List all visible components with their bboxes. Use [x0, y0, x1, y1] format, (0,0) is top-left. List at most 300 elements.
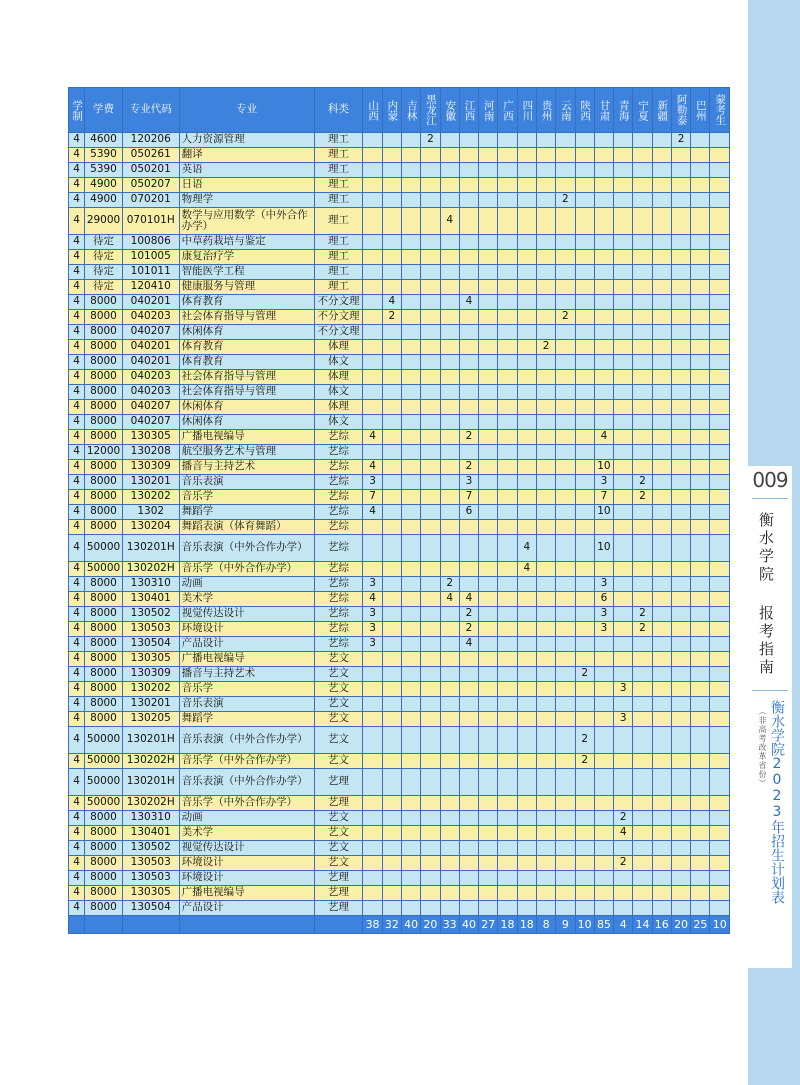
quota-cell [421, 577, 440, 592]
quota-cell [633, 235, 652, 250]
quota-cell [614, 505, 633, 520]
quota-cell [710, 400, 730, 415]
quota-cell [614, 769, 633, 796]
quota-cell [363, 901, 382, 916]
quota-cell [401, 667, 420, 682]
quota-cell [363, 415, 382, 430]
quota-cell [671, 562, 690, 577]
quota-cell [536, 520, 555, 535]
major-cell: 广播电视编导 [179, 652, 314, 667]
quota-cell [479, 265, 498, 280]
quota-cell [517, 727, 536, 754]
fee-cell: 8000 [85, 886, 123, 901]
quota-cell [440, 682, 459, 697]
quota-cell [671, 535, 690, 562]
quota-cell [556, 592, 575, 607]
quota-cell [652, 208, 671, 235]
quota-cell [710, 505, 730, 520]
quota-cell [421, 148, 440, 163]
quota-cell [633, 886, 652, 901]
quota-cell [382, 475, 401, 490]
quota-cell [594, 841, 613, 856]
quota-cell [401, 622, 420, 637]
major-cell: 舞蹈表演（体育舞蹈） [179, 520, 314, 535]
quota-cell [633, 310, 652, 325]
quota-cell [479, 445, 498, 460]
major-cell: 航空服务艺术与管理 [179, 445, 314, 460]
quota-cell [536, 592, 555, 607]
quota-cell [479, 355, 498, 370]
quota-cell [421, 400, 440, 415]
quota-cell [671, 811, 690, 826]
quota-cell [498, 325, 517, 340]
quota-cell [536, 796, 555, 811]
quota-cell [691, 652, 710, 667]
quota-cell [594, 811, 613, 826]
quota-cell [517, 415, 536, 430]
quota-cell: 2 [614, 811, 633, 826]
quota-cell: 2 [536, 340, 555, 355]
header-cell: 科类 [314, 88, 363, 133]
quota-cell [363, 841, 382, 856]
quota-cell [498, 826, 517, 841]
quota-cell [363, 712, 382, 727]
quota-cell [633, 415, 652, 430]
quota-cell [382, 712, 401, 727]
fee-cell: 8000 [85, 475, 123, 490]
quota-cell [556, 280, 575, 295]
quota-cell [498, 856, 517, 871]
quota-cell [691, 208, 710, 235]
quota-cell [614, 310, 633, 325]
major-cell: 康复治疗学 [179, 250, 314, 265]
category-cell: 艺理 [314, 871, 363, 886]
table-row [69, 901, 730, 916]
quota-cell [536, 811, 555, 826]
quota-cell [498, 370, 517, 385]
quota-cell [382, 208, 401, 235]
quota-cell [517, 148, 536, 163]
quota-cell [671, 235, 690, 250]
quota-cell [671, 400, 690, 415]
quota-cell [556, 637, 575, 652]
quota-cell [594, 178, 613, 193]
duration-cell: 4 [69, 295, 85, 310]
category-cell: 理工 [314, 208, 363, 235]
total-cell: 27 [479, 916, 498, 934]
total-cell: 20 [421, 916, 440, 934]
quota-cell [710, 370, 730, 385]
quota-cell [652, 727, 671, 754]
table-row [69, 250, 730, 265]
province-header: 巴州 [691, 88, 710, 133]
duration-cell: 4 [69, 682, 85, 697]
quota-cell [363, 652, 382, 667]
quota-cell [459, 577, 478, 592]
major-cell: 日语 [179, 178, 314, 193]
major-cell: 美术学 [179, 592, 314, 607]
major-cell: 体育教育 [179, 295, 314, 310]
fee-cell: 待定 [85, 235, 123, 250]
quota-cell [440, 178, 459, 193]
fee-cell: 50000 [85, 769, 123, 796]
quota-cell [671, 148, 690, 163]
quota-cell [421, 886, 440, 901]
totals-row [69, 916, 730, 934]
quota-cell [671, 712, 690, 727]
quota-cell: 7 [363, 490, 382, 505]
quota-cell [652, 697, 671, 712]
code-cell: 130502 [122, 607, 179, 622]
code-cell: 130204 [122, 520, 179, 535]
quota-cell [517, 712, 536, 727]
quota-cell [498, 415, 517, 430]
quota-cell [614, 280, 633, 295]
quota-cell [517, 355, 536, 370]
quota-cell [440, 652, 459, 667]
quota-cell [459, 415, 478, 430]
quota-cell [479, 340, 498, 355]
quota-cell [652, 826, 671, 841]
quota-cell [421, 460, 440, 475]
quota-cell [671, 592, 690, 607]
quota-cell [498, 430, 517, 445]
quota-cell [575, 355, 594, 370]
quota-cell [556, 826, 575, 841]
quota-cell [382, 163, 401, 178]
province-header: 内蒙 [382, 88, 401, 133]
quota-cell [421, 250, 440, 265]
quota-cell [479, 178, 498, 193]
category-cell: 艺综 [314, 475, 363, 490]
duration-cell: 4 [69, 265, 85, 280]
quota-cell [575, 148, 594, 163]
quota-cell [691, 490, 710, 505]
quota-cell [498, 178, 517, 193]
quota-cell [459, 163, 478, 178]
quota-cell [440, 637, 459, 652]
quota-cell [517, 652, 536, 667]
fee-cell: 8000 [85, 841, 123, 856]
quota-cell [710, 841, 730, 856]
province-header: 四川 [517, 88, 536, 133]
fee-cell: 8000 [85, 667, 123, 682]
quota-cell [536, 607, 555, 622]
major-cell: 智能医学工程 [179, 265, 314, 280]
quota-cell [652, 250, 671, 265]
quota-cell [401, 208, 420, 235]
quota-cell [614, 901, 633, 916]
code-cell: 130201 [122, 475, 179, 490]
quota-cell [421, 712, 440, 727]
duration-cell: 4 [69, 520, 85, 535]
quota-cell [633, 355, 652, 370]
quota-cell [440, 520, 459, 535]
quota-cell [498, 280, 517, 295]
quota-cell [401, 490, 420, 505]
quota-cell [710, 340, 730, 355]
total-cell: 10 [710, 916, 730, 934]
quota-cell: 3 [363, 577, 382, 592]
quota-cell [517, 325, 536, 340]
quota-cell [614, 886, 633, 901]
quota-cell [479, 475, 498, 490]
quota-cell [536, 841, 555, 856]
quota-cell [459, 325, 478, 340]
quota-cell [517, 592, 536, 607]
quota-cell [594, 295, 613, 310]
category-cell: 艺综 [314, 490, 363, 505]
quota-cell: 2 [421, 133, 440, 148]
table-row [69, 415, 730, 430]
quota-cell [440, 607, 459, 622]
plan-note: （非高考改革省份） [758, 707, 767, 788]
quota-cell [671, 607, 690, 622]
quota-cell [536, 280, 555, 295]
quota-cell [479, 607, 498, 622]
quota-cell [421, 856, 440, 871]
quota-cell [363, 193, 382, 208]
fee-cell: 8000 [85, 577, 123, 592]
quota-cell [614, 592, 633, 607]
quota-cell [614, 178, 633, 193]
quota-cell [517, 901, 536, 916]
quota-cell [498, 475, 517, 490]
quota-cell [517, 520, 536, 535]
category-cell: 艺综 [314, 607, 363, 622]
quota-cell [652, 871, 671, 886]
code-cell: 040207 [122, 325, 179, 340]
quota-cell [363, 535, 382, 562]
quota-cell [536, 148, 555, 163]
category-cell: 艺文 [314, 811, 363, 826]
fee-cell: 8000 [85, 607, 123, 622]
quota-cell [575, 193, 594, 208]
quota-cell [517, 856, 536, 871]
major-cell: 广播电视编导 [179, 430, 314, 445]
total-cell: 25 [691, 916, 710, 934]
quota-cell: 2 [459, 622, 478, 637]
quota-cell [575, 280, 594, 295]
code-cell: 040207 [122, 400, 179, 415]
duration-cell: 4 [69, 796, 85, 811]
quota-cell [710, 754, 730, 769]
major-cell: 音乐学（中外合作办学） [179, 796, 314, 811]
quota-cell [363, 667, 382, 682]
quota-cell [594, 280, 613, 295]
quota-cell [633, 796, 652, 811]
code-cell: 130202 [122, 682, 179, 697]
quota-cell [498, 871, 517, 886]
quota-cell [459, 133, 478, 148]
quota-cell [536, 460, 555, 475]
quota-cell: 2 [633, 475, 652, 490]
quota-cell [575, 415, 594, 430]
quota-cell [652, 637, 671, 652]
quota-cell [498, 208, 517, 235]
quota-cell [479, 697, 498, 712]
quota-cell [671, 163, 690, 178]
quota-cell [382, 400, 401, 415]
quota-cell [459, 697, 478, 712]
quota-cell [536, 325, 555, 340]
quota-cell [710, 163, 730, 178]
quota-cell [691, 682, 710, 697]
major-cell: 播音与主持艺术 [179, 667, 314, 682]
category-cell: 艺综 [314, 577, 363, 592]
quota-cell [421, 769, 440, 796]
category-cell: 艺理 [314, 796, 363, 811]
quota-cell [633, 340, 652, 355]
category-cell: 艺综 [314, 622, 363, 637]
fee-cell: 8000 [85, 325, 123, 340]
code-cell: 130201H [122, 727, 179, 754]
category-cell: 艺文 [314, 712, 363, 727]
quota-cell [575, 577, 594, 592]
quota-cell [401, 505, 420, 520]
quota-cell: 4 [363, 505, 382, 520]
quota-cell [556, 325, 575, 340]
quota-cell [382, 727, 401, 754]
quota-cell [459, 535, 478, 562]
quota-cell: 6 [459, 505, 478, 520]
quota-cell [652, 295, 671, 310]
quota-cell [401, 901, 420, 916]
table-row [69, 796, 730, 811]
table-row [69, 340, 730, 355]
quota-cell [363, 325, 382, 340]
quota-cell [594, 652, 613, 667]
quota-cell [459, 811, 478, 826]
duration-cell: 4 [69, 754, 85, 769]
quota-cell [652, 235, 671, 250]
quota-cell [633, 712, 652, 727]
quota-cell [614, 355, 633, 370]
quota-cell [614, 520, 633, 535]
quota-cell [652, 475, 671, 490]
quota-cell [614, 535, 633, 562]
quota-cell [517, 811, 536, 826]
fee-cell: 50000 [85, 796, 123, 811]
quota-cell [594, 325, 613, 340]
quota-cell [691, 592, 710, 607]
quota-cell [556, 415, 575, 430]
quota-cell [401, 355, 420, 370]
total-cell: 40 [401, 916, 420, 934]
fee-cell: 待定 [85, 280, 123, 295]
quota-cell [594, 235, 613, 250]
quota-cell [594, 562, 613, 577]
quota-cell [536, 430, 555, 445]
page-number: 009 [752, 468, 788, 492]
code-cell: 130202H [122, 796, 179, 811]
quota-cell [421, 295, 440, 310]
quota-cell [421, 355, 440, 370]
quota-cell [671, 415, 690, 430]
major-cell: 社会体育指导与管理 [179, 310, 314, 325]
quota-cell [556, 577, 575, 592]
quota-cell [652, 370, 671, 385]
code-cell: 130305 [122, 430, 179, 445]
code-cell: 130202H [122, 754, 179, 769]
quota-cell [440, 754, 459, 769]
quota-cell [575, 235, 594, 250]
table-row [69, 310, 730, 325]
major-cell: 音乐学（中外合作办学） [179, 562, 314, 577]
major-cell: 音乐学 [179, 490, 314, 505]
quota-cell: 4 [440, 592, 459, 607]
quota-cell: 3 [594, 577, 613, 592]
quota-cell [517, 178, 536, 193]
plan-title: 衡水学院2023年招生计划表 [769, 700, 785, 904]
quota-cell [594, 637, 613, 652]
quota-cell [440, 310, 459, 325]
quota-cell [710, 148, 730, 163]
quota-cell [556, 250, 575, 265]
quota-cell [652, 490, 671, 505]
quota-cell [614, 475, 633, 490]
quota-cell [536, 193, 555, 208]
code-cell: 130503 [122, 871, 179, 886]
major-cell: 视觉传达设计 [179, 607, 314, 622]
code-cell: 130201 [122, 697, 179, 712]
quota-cell [479, 505, 498, 520]
table-row [69, 520, 730, 535]
quota-cell [363, 310, 382, 325]
category-cell: 艺文 [314, 841, 363, 856]
quota-cell [710, 250, 730, 265]
quota-cell [421, 178, 440, 193]
quota-cell [401, 811, 420, 826]
header-row [69, 88, 730, 133]
quota-cell [671, 871, 690, 886]
quota-cell [691, 667, 710, 682]
table-row [69, 505, 730, 520]
quota-cell [710, 577, 730, 592]
quota-cell [517, 796, 536, 811]
quota-cell: 2 [459, 607, 478, 622]
quota-cell [652, 607, 671, 622]
quota-cell [440, 796, 459, 811]
quota-cell [575, 250, 594, 265]
quota-cell [363, 871, 382, 886]
quota-cell [498, 796, 517, 811]
quota-cell [382, 562, 401, 577]
category-cell: 艺综 [314, 430, 363, 445]
quota-cell [440, 235, 459, 250]
quota-cell [614, 622, 633, 637]
quota-cell [652, 400, 671, 415]
quota-cell: 3 [363, 637, 382, 652]
quota-cell [691, 622, 710, 637]
table-row [69, 652, 730, 667]
quota-cell [556, 811, 575, 826]
quota-cell [459, 280, 478, 295]
quota-cell [556, 400, 575, 415]
quota-cell [421, 535, 440, 562]
quota-cell [440, 826, 459, 841]
quota-cell [498, 340, 517, 355]
table-header [69, 88, 730, 133]
fee-cell: 8000 [85, 712, 123, 727]
quota-cell [421, 826, 440, 841]
code-cell: 1302 [122, 505, 179, 520]
quota-cell [536, 385, 555, 400]
major-cell: 物理学 [179, 193, 314, 208]
quota-cell [479, 370, 498, 385]
quota-cell [575, 133, 594, 148]
code-cell: 130310 [122, 577, 179, 592]
